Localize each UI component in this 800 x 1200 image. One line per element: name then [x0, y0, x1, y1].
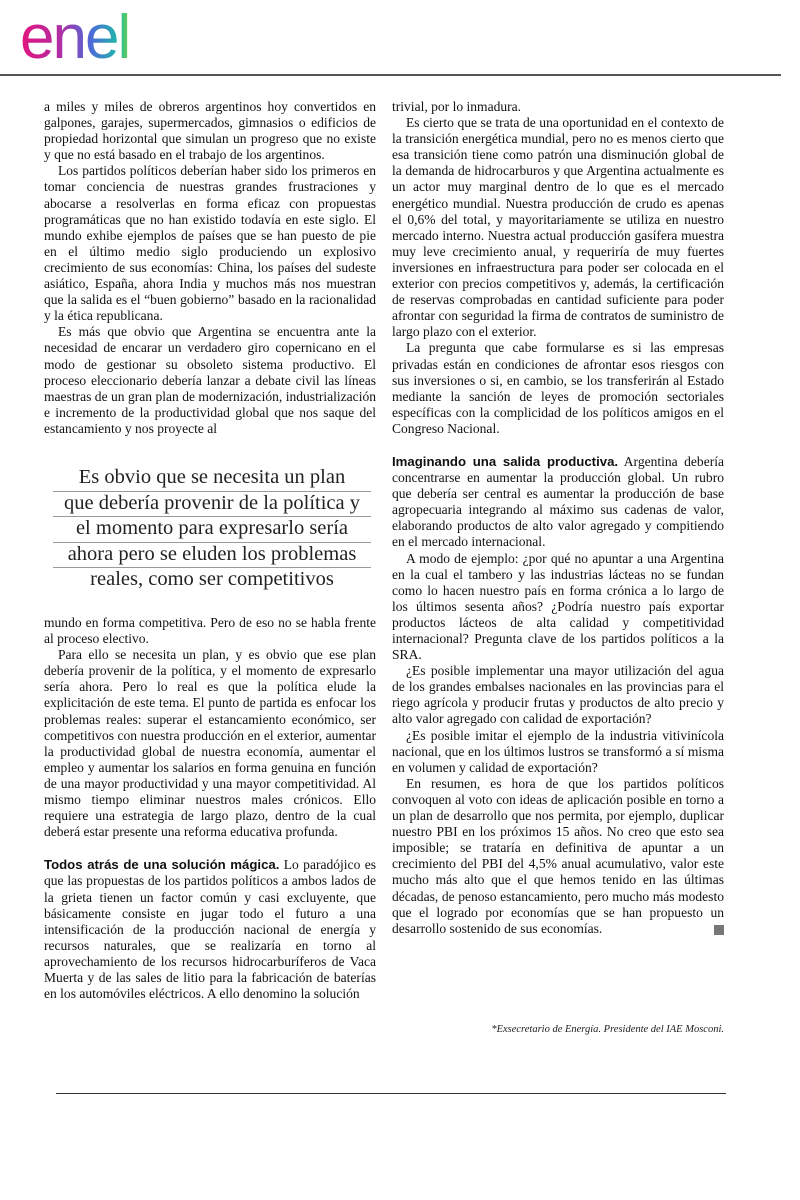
left-paragraph-3: Es más que obvio que Argentina se encuentra ante la necesidad de encarar un verdadero giro copernicano en el modo de gestionar su obsoleto sistema productivo. El proceso eleccionario debería lanzar a debate civil las líneas maestras de un gran plan de modernización, industrialización e incremento de la productividad global que nos saque del estancamiento y nos proyecte al: [44, 324, 376, 436]
end-mark-icon: [714, 925, 724, 935]
right-paragraph-6: ¿Es posible imitar el ejemplo de la industria vitivinícola nacional, que en los últimos lustros se transformó a sí misma en volumen y calidad de exportación?: [392, 727, 724, 775]
subhead-title: Todos atrás de una solución mágica.: [44, 857, 280, 873]
subhead-text: Lo paradójico es que las propuestas de los partidos políticos a ambos lados de la grieta tienen un factor común y casi excluyente, que básicamente consiste en jugar todo el futuro a una intensificación de la producción nacional de energía y recursos naturales, que se realizaría en torno al aprovechamiento de los recursos hidrocarburíferos de Vaca Muerta y de las sales de litio para la fabricación de baterías en los automóviles eléctricos. A ello denomino la solución: [44, 857, 376, 1002]
right-paragraph-7: [392, 776, 724, 937]
pull-quote-line: ahora pero se eluden los problemas: [53, 543, 371, 569]
right-paragraph-5: ¿Es posible implementar una mayor utilización del agua de los grandes embalses nacionales en las provincias para el riego agrícola y producir frutas y productos de alto precio y alto valor agregado con calidad de exportación?: [392, 663, 724, 727]
left-paragraph-1: a miles y miles de obreros argentinos hoy convertidos en galpones, garajes, supermercados, gimnasios o edificios de propiedad horizontal que simulan un progreso que no existe y que no está basado en el trabajo de los argentinos.: [44, 99, 376, 163]
left-column-lower: [44, 615, 376, 1002]
pull-quote-line: reales, como ser competitivos: [90, 568, 334, 591]
left-subhead-paragraph: [44, 857, 376, 1002]
right-paragraph-4: A modo de ejemplo: ¿por qué no apuntar a una Argentina en la cual el tambero y las industrias lácteas no se fundan como lo hacen nuestro país en forma crónica a lo largo de los últimos sesenta años? ¿Podría nuestro país exportar productos lácteos de alta calidad y competitividad internacional? Pregunta clave de los partidos políticos a la SRA.: [392, 550, 724, 663]
subhead-title: Imaginando una salida productiva.: [392, 453, 619, 469]
right-paragraph-2: Es cierto que se trata de una oportunidad en el contexto de la transición energética mundial, pero no es menos cierto que esa transición tiene como patrón una disminución global de la demanda de hidrocarburos y que Argentina actualmente es un actor muy marginal dentro de lo que es el mercado energético mundial. Nuestra producción de crudo es apenas el 0,6% del total, y mayoritariamente se utiliza en nuestro mercado interno. Nuestra actual producción gasífera muestra muy leve crecimiento anual, y requeriría de muy fuertes inversiones en infraestructura para poder ser colocada en el exterior con precios competitivos y, además, la certificación de reservas comprobadas en cantidad suficiente para poder afrontar con seguridad la firma de contratos de suministro de largo plazo con el exterior.: [392, 115, 724, 340]
right-paragraph-3: La pregunta que cabe formularse es si las empresas privadas están en condiciones de afrontar esos riesgos con sus inversiones o si, en cambio, se los transferirán al Estado mediante la sanción de leyes de promoción sectoriales específicas con la complicidad de los políticos amigos en el Congreso Nacional.: [392, 340, 724, 436]
left-column: [44, 99, 376, 437]
bottom-rule: [56, 1093, 726, 1094]
author-footnote: *Exsecretario de Energía. Presidente del IAE Mosconi.: [491, 1024, 724, 1035]
right-paragraph-1: trivial, por lo inmadura.: [392, 99, 522, 114]
left-paragraph-5: Para ello se necesita un plan, y es obvio que ese plan debería provenir de la política, y el momento de expresarlo sería ahora. Pero lo real es que la política elude la explicitación de este tema. El punto de partida es enfocar los problemas reales: superar el estancamiento económico, ser competitivos con nuestra producción en el exterior, aumentar la productividad global de nuestra economía, aumentar el empleo y aumentar los salarios en forma genuina en función de una mayor productividad y una mayor competitividad. Al mismo tiempo eliminar nuestros males crónicos. Ello requiere una estrategia de largo plazo, dentro de la cual deberá estar presente una reforma educativa profunda.: [44, 647, 376, 840]
right-column: [392, 99, 724, 937]
pull-quote-line: Es obvio que se necesita un plan: [53, 466, 371, 492]
pull-quote: [53, 466, 371, 593]
left-paragraph-4: mundo en forma competitiva. Pero de eso no se habla frente al proceso electivo.: [44, 615, 376, 647]
pull-quote-line: que debería provenir de la política y: [53, 492, 371, 518]
enel-logo: [18, 6, 183, 68]
closing-text: En resumen, es hora de que los partidos políticos convoquen al voto con ideas de aplicación posible en torno a un plan de desarrollo que nos permita, por ejemplo, duplicar nuestro PBI en los próximos 15 años. No creo que esto sea imposible; se trataría en definitiva de apuntar a un crecimiento del PBI del 4,5% anual acumulativo, valor este mucho más alto que el que hemos tenido en las últimas décadas, de penoso estancamiento, pero mucho más modesto que el logrado por economías que se han propuesto un desarrollo sostenido de sus economías.: [392, 775, 724, 936]
subhead-text: Argentina debería concentrarse en aumentar la producción global. Un rubro que debería ser central es aumentar la producción de base agropecuaria integrando al máximo sus cadenas de valor, elaborando productos de alto valor agregado y compitiendo en el mercado internacional.: [392, 453, 724, 550]
header-rule: [0, 74, 781, 76]
right-subhead-paragraph: [392, 454, 724, 551]
pull-quote-line: el momento para expresarlo sería: [53, 517, 371, 543]
logo-text: enel: [20, 6, 130, 68]
left-paragraph-2: Los partidos políticos deberían haber sido los primeros en tomar conciencia de nuestras grandes frustraciones y abocarse a resolverlas en forma eficaz con propuestas programáticas que no han existido todavía en este siglo. El mundo exhibe ejemplos de países que se han puesto de pie en el último medio siglo produciendo un explosivo crecimiento de sus economías: China, los países del sudeste asiático, España, ahora India y muchos más nos muestran que la salida es el “buen gobierno” basado en la racionalidad y la ética republicana.: [44, 163, 376, 324]
